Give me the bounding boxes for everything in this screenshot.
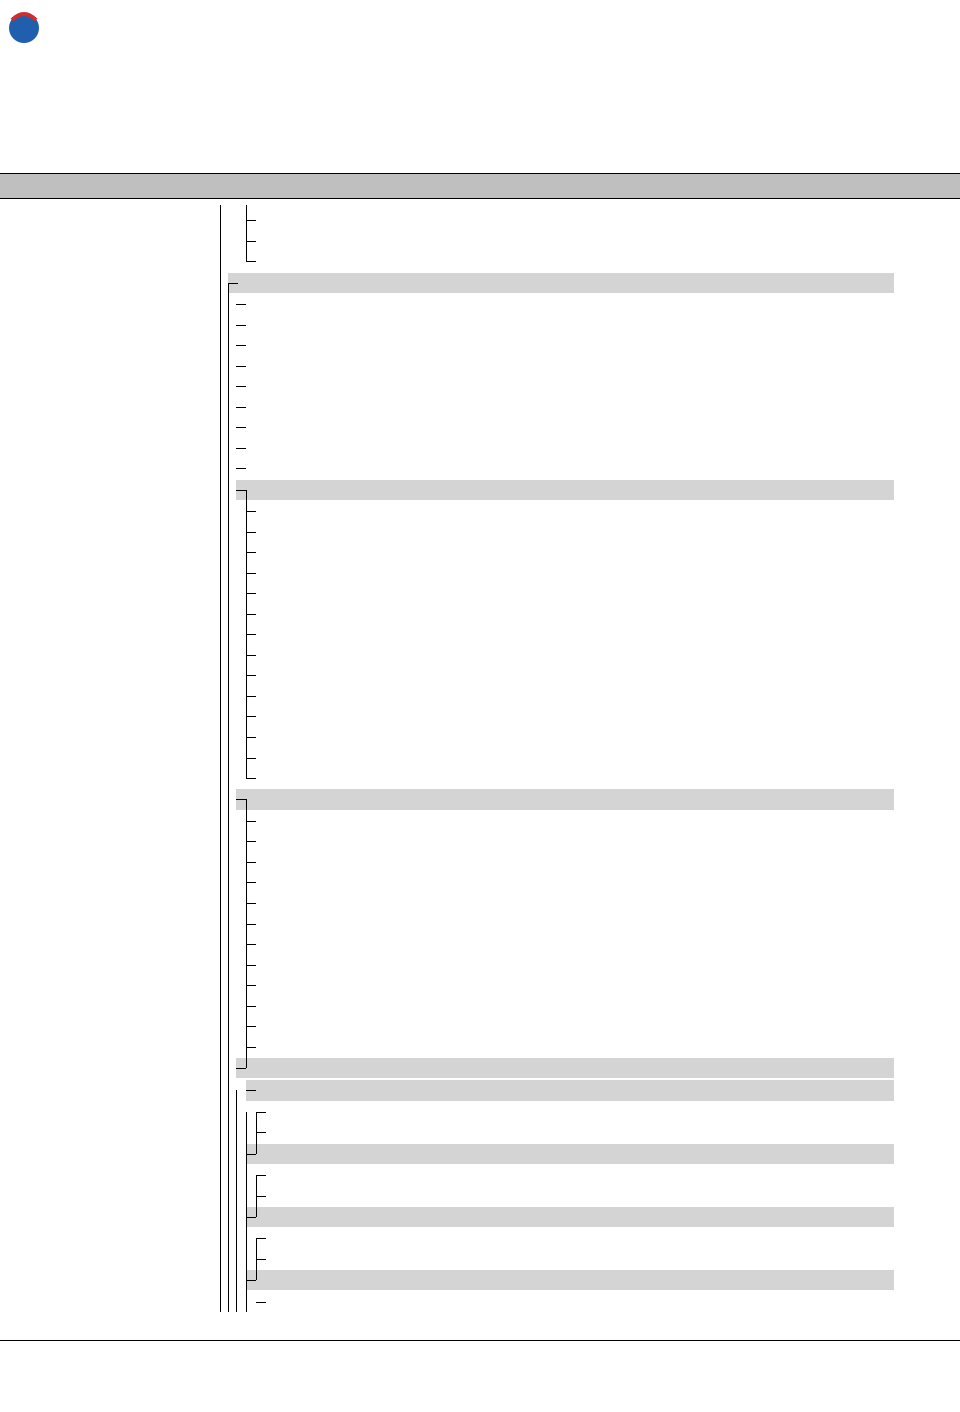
tree-connector (246, 1280, 256, 1281)
tree-connector (246, 573, 256, 574)
group-row (0, 1143, 960, 1165)
element-row (0, 1228, 960, 1249)
group-row (0, 1079, 960, 1101)
tree-connector (246, 1047, 256, 1048)
tree-connector (246, 655, 256, 656)
element-row (0, 1185, 960, 1206)
group-band (236, 1058, 894, 1078)
tree-line (256, 1175, 257, 1217)
element-row (0, 811, 960, 832)
tree-connector (246, 1217, 256, 1218)
element-row (0, 954, 960, 975)
beast-logo (2, 2, 177, 70)
tree-connector (246, 1090, 256, 1091)
tree-line (246, 1112, 247, 1312)
column-header (0, 173, 960, 199)
group-band (236, 480, 894, 500)
tree-connector (246, 634, 256, 635)
element-row (0, 706, 960, 727)
element-row (0, 893, 960, 914)
element-row (0, 397, 960, 418)
element-row (0, 624, 960, 645)
element-row (0, 975, 960, 996)
element-row (0, 417, 960, 438)
tree-connector (236, 468, 246, 469)
tree-connector (256, 1196, 266, 1197)
tree-connector (236, 490, 246, 491)
tree-connector (236, 345, 246, 346)
group-band (236, 789, 894, 809)
element-row (0, 645, 960, 666)
element-row (0, 521, 960, 542)
element-row (0, 335, 960, 356)
tree-connector (246, 924, 256, 925)
tree-connector (236, 304, 246, 305)
tree-connector (236, 799, 246, 800)
group-band (228, 273, 894, 293)
element-row (0, 727, 960, 748)
tree-connector (246, 1006, 256, 1007)
element-row (0, 604, 960, 625)
group-row (0, 1057, 960, 1079)
element-row (0, 314, 960, 335)
element-row (0, 210, 960, 231)
element-row (0, 872, 960, 893)
element-row (0, 831, 960, 852)
tree-connector (236, 1068, 246, 1069)
element-row (0, 1016, 960, 1037)
tree-connector (246, 716, 256, 717)
tree-connector (228, 283, 238, 284)
tree-line (236, 1090, 237, 1312)
group-band (246, 1144, 894, 1164)
element-row (0, 562, 960, 583)
tree-connector (246, 903, 256, 904)
tree-connector (246, 1026, 256, 1027)
tree-line (256, 1238, 257, 1280)
tree-connector (246, 241, 256, 242)
tree-connector (246, 696, 256, 697)
element-row (0, 934, 960, 955)
tree-connector (246, 965, 256, 966)
element-row (0, 542, 960, 563)
element-row (0, 376, 960, 397)
group-row (0, 272, 960, 294)
element-row (0, 501, 960, 522)
tree-connector (246, 552, 256, 553)
tree-line (220, 205, 221, 1312)
tree-connector (236, 448, 246, 449)
tree-connector (236, 366, 246, 367)
tree-connector (246, 737, 256, 738)
group-row (0, 1206, 960, 1228)
group-row (0, 479, 960, 501)
element-row (0, 768, 960, 789)
element-row (0, 231, 960, 252)
tree-connector (246, 862, 256, 863)
tree-line (246, 490, 247, 778)
element-row (0, 1036, 960, 1057)
group-row (0, 1269, 960, 1291)
element-row (0, 438, 960, 459)
tree-connector (256, 1175, 266, 1176)
group-row (0, 788, 960, 810)
element-row (0, 665, 960, 686)
tree-connector (256, 1112, 266, 1113)
tree-connector (236, 407, 246, 408)
tree-connector (256, 1238, 266, 1239)
tree-connector (236, 325, 246, 326)
element-row (0, 995, 960, 1016)
tree-connector (236, 386, 246, 387)
tree-line (256, 1112, 257, 1154)
tree-connector (246, 1154, 256, 1155)
tree-connector (246, 821, 256, 822)
tree-connector (246, 944, 256, 945)
element-row (0, 583, 960, 604)
group-band (246, 1207, 894, 1227)
tree-connector (256, 1132, 266, 1133)
tree-connector (256, 1302, 266, 1303)
element-row (0, 686, 960, 707)
tree-connector (246, 841, 256, 842)
tree-connector (246, 778, 256, 779)
element-row (0, 294, 960, 315)
element-row (0, 1122, 960, 1143)
element-row (0, 913, 960, 934)
element-row (0, 251, 960, 272)
element-row (0, 1291, 960, 1312)
element-row (0, 852, 960, 873)
element-row (0, 1249, 960, 1270)
element-row (0, 458, 960, 479)
tree-line (228, 283, 229, 1312)
tree-connector (236, 427, 246, 428)
tree-connector (246, 675, 256, 676)
element-row (0, 355, 960, 376)
tree-connector (246, 882, 256, 883)
element-row (0, 1165, 960, 1186)
tree-connector (246, 985, 256, 986)
element-row (0, 747, 960, 768)
group-band (246, 1270, 894, 1290)
tree-connector (246, 614, 256, 615)
tree-connector (246, 532, 256, 533)
tree-connector (246, 261, 256, 262)
tree-connector (256, 1259, 266, 1260)
tree-connector (246, 758, 256, 759)
tree-connector (246, 593, 256, 594)
footer (0, 1340, 960, 1341)
tree-connector (246, 220, 256, 221)
group-band (246, 1080, 894, 1100)
tree-line (246, 799, 247, 1068)
tree-line (246, 205, 247, 261)
element-row (0, 1102, 960, 1123)
tree-connector (246, 511, 256, 512)
